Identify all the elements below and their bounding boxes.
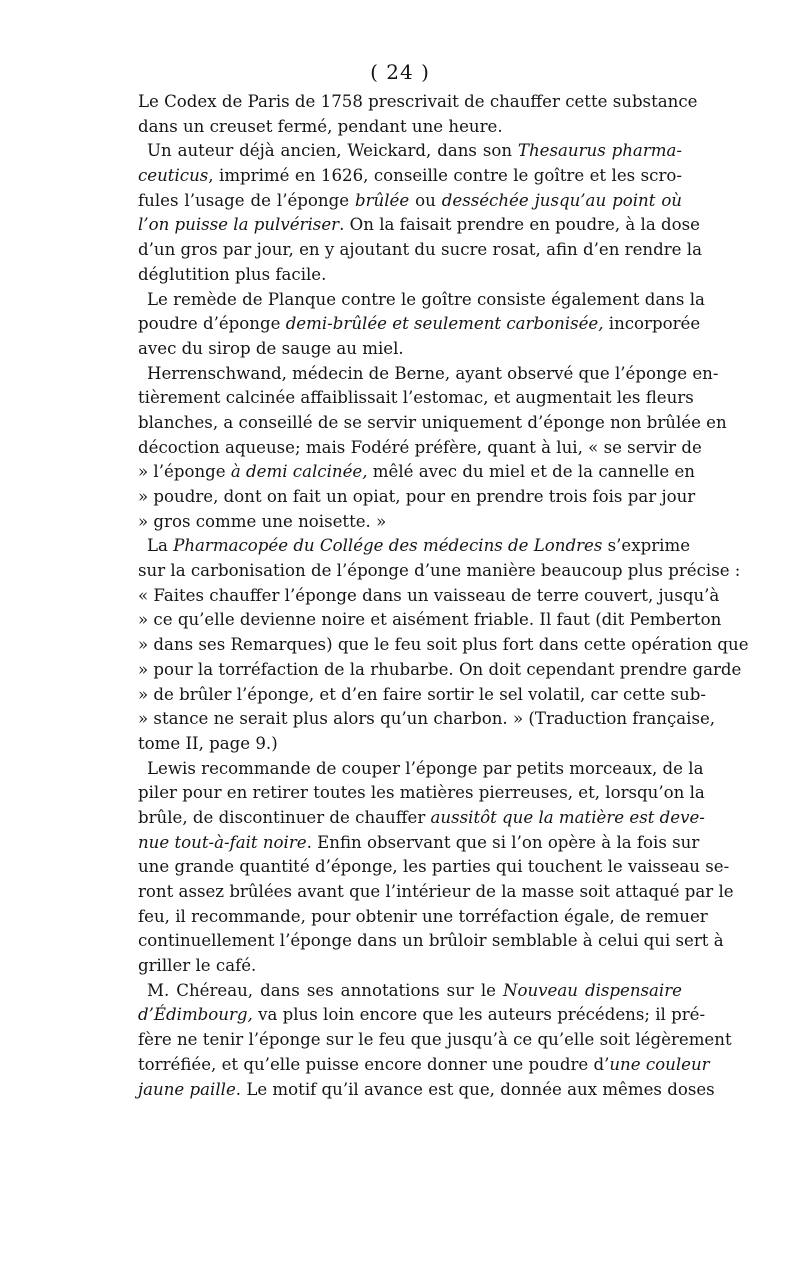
text-segment: La [147, 536, 174, 556]
text-segment: » poudre, dont on fait un opiat, pour en prendre trois fois par jour [138, 487, 696, 506]
text-segment: tome II, page 9.) [138, 733, 278, 753]
text-segment: » dans ses Remarques) que le feu soit plus fort dans cette opération que [138, 635, 749, 655]
text-line [138, 1053, 710, 1078]
text-line [138, 460, 695, 485]
text-segment: torréfiée, et qu’elle puisse encore donner une poudre d’ [138, 1054, 610, 1074]
text-segment: » pour la torréfaction de la rhubarbe. On doit cependant prendre garde [138, 659, 742, 679]
text-segment: fules l’usage de l’éponge [138, 190, 355, 210]
text-line [138, 90, 698, 115]
text-segment: feu, il recommande, pour obtenir une torréfaction égale, de remuer [138, 906, 708, 926]
text-line [138, 732, 682, 757]
text-line [138, 139, 682, 164]
text-line [138, 485, 696, 510]
text-segment: avec du sirop de sauge au miel. [138, 338, 404, 358]
text-segment: ou [409, 190, 442, 210]
text-line [138, 263, 682, 288]
italic-text: d’Édimbourg, [138, 1005, 253, 1025]
text-line [138, 411, 727, 436]
text-line [138, 288, 705, 313]
text-segment: décoction aqueuse; mais Fodéré préfère, quant à lui, « se servir de [138, 437, 702, 457]
text-segment: . Le motif qu’il avance est que, donnée aux mêmes doses [235, 1079, 715, 1099]
text-segment: Un auteur déjà ancien, Weickard, dans son [147, 141, 518, 161]
text-line [138, 658, 742, 683]
text-line [138, 905, 708, 930]
text-segment: va plus loin encore que les auteurs précédens; il pré- [252, 1005, 706, 1025]
text-line [138, 954, 682, 979]
text-segment: s’exprime [602, 536, 691, 556]
text-line [138, 362, 719, 387]
text-segment: , imprimé en 1626, conseille contre le goître et les scro- [208, 166, 682, 186]
text-line [138, 633, 749, 658]
text-line [138, 929, 724, 954]
text-line [138, 559, 741, 584]
italic-text: ceuticus [138, 166, 209, 186]
text-segment: ront assez brûlées avant que l’intérieur de la masse soit attaqué par le [138, 882, 734, 901]
text-segment: » ce qu’elle devienne noire et aisément friable. Il faut (dit Pemberton [138, 610, 722, 630]
text-segment: . Enfin observant que si l’on opère à la fois sur [306, 832, 700, 852]
text-line [138, 312, 701, 337]
text-line [138, 584, 720, 609]
italic-text: desséchée jusqu’au point où [441, 190, 682, 210]
italic-text: brûlée [354, 190, 410, 210]
italic-text: Thesaurus pharma- [517, 141, 682, 161]
text-line [138, 1003, 706, 1028]
text-line [138, 1078, 715, 1103]
text-segment: » l’éponge [138, 462, 231, 482]
text-segment: » gros comme une noisette. » [138, 511, 387, 531]
text-segment: Herrenschwand, médecin de Berne, ayant observé que l’éponge en- [147, 363, 719, 383]
text-line [138, 164, 682, 189]
italic-text: nue tout-à-fait noire [138, 832, 307, 852]
text-segment: Lewis recommande de couper l’éponge par petits morceaux, de la [147, 758, 704, 778]
text-segment: d’un gros par jour, en y ajoutant du sucre rosat, afin d’en rendre la [138, 240, 702, 260]
text-line [138, 238, 702, 263]
italic-text: aussitôt que la matière est deve- [430, 807, 705, 827]
text-segment: blanches, a conseillé de se servir uniquement d’éponge non brûlée en [138, 412, 727, 432]
text-line [138, 1028, 732, 1053]
text-segment: déglutition plus facile. [138, 264, 327, 284]
text-line [138, 337, 682, 362]
text-line [138, 213, 700, 238]
text-segment: M. Chéreau, dans ses annotations sur le [147, 980, 503, 1000]
text-line [138, 115, 682, 140]
text-segment: « Faites chauffer l’éponge dans un vaisseau de terre couvert, jusqu’à [138, 585, 720, 605]
text-line [138, 436, 702, 461]
text-line [138, 707, 716, 732]
italic-text: demi-brûlée et seulement carbonisée, [285, 314, 604, 334]
text-segment: tièrement calcinée affaiblissait l’estomac, et augmentait les fleurs [138, 388, 694, 408]
text-segment: » de brûler l’éponge, et d’en faire sortir le sel volatil, car cette sub- [138, 684, 706, 704]
text-line [138, 608, 722, 633]
text-line [138, 880, 734, 905]
text-segment: mêlé avec du miel et de la cannelle en [367, 462, 695, 482]
text-segment: continuellement l’éponge dans un brûloir semblable à celui qui sert à [138, 931, 724, 951]
text-segment: griller le café. [138, 956, 257, 976]
italic-text: une couleur [609, 1054, 710, 1074]
text-segment: . On la faisait prendre en poudre, à la dose [339, 215, 700, 235]
text-segment: Le remède de Planque contre le goître consiste également dans la [147, 289, 705, 309]
italic-text: jaune paille [138, 1079, 236, 1099]
text-line [138, 979, 682, 1004]
text-line [138, 831, 700, 856]
text-line [138, 510, 682, 535]
text-segment: dans un creuset fermé, pendant une heure. [138, 116, 503, 136]
text-segment: Le Codex de Paris de 1758 prescrivait de chauffer cette substance [138, 92, 698, 111]
text-segment: brûle, de discontinuer de chauffer [138, 807, 431, 827]
body-text [138, 90, 749, 1102]
text-line [138, 189, 682, 214]
text-line [138, 386, 694, 411]
text-segment: poudre d’éponge [138, 314, 286, 334]
text-segment: piler pour en retirer toutes les matières pierreuses, et, lorsqu’on la [138, 783, 705, 803]
italic-text: l’on puisse la pulvériser [138, 215, 340, 235]
italic-text: à demi calcinée, [230, 462, 368, 482]
text-line [138, 781, 705, 806]
text-line [138, 534, 691, 559]
italic-text: Nouveau dispensaire [502, 980, 682, 1000]
italic-text: Pharmacopée du Collége des médecins de Londres [173, 536, 603, 556]
text-line [138, 757, 704, 782]
text-segment: fère ne tenir l’éponge sur le feu que jusqu’à ce qu’elle soit légèrement [138, 1030, 732, 1050]
page-number: ( 24 ) [370, 60, 430, 84]
text-line [138, 806, 705, 831]
text-line [138, 683, 706, 708]
text-line [138, 855, 730, 880]
text-segment: » stance ne serait plus alors qu’un charbon. » (Traduction française, [138, 709, 716, 729]
text-segment: incorporée [603, 314, 701, 334]
text-segment: sur la carbonisation de l’éponge d’une manière beaucoup plus précise : [138, 561, 741, 581]
text-segment: une grande quantité d’éponge, les parties qui touchent le vaisseau se- [138, 857, 730, 877]
